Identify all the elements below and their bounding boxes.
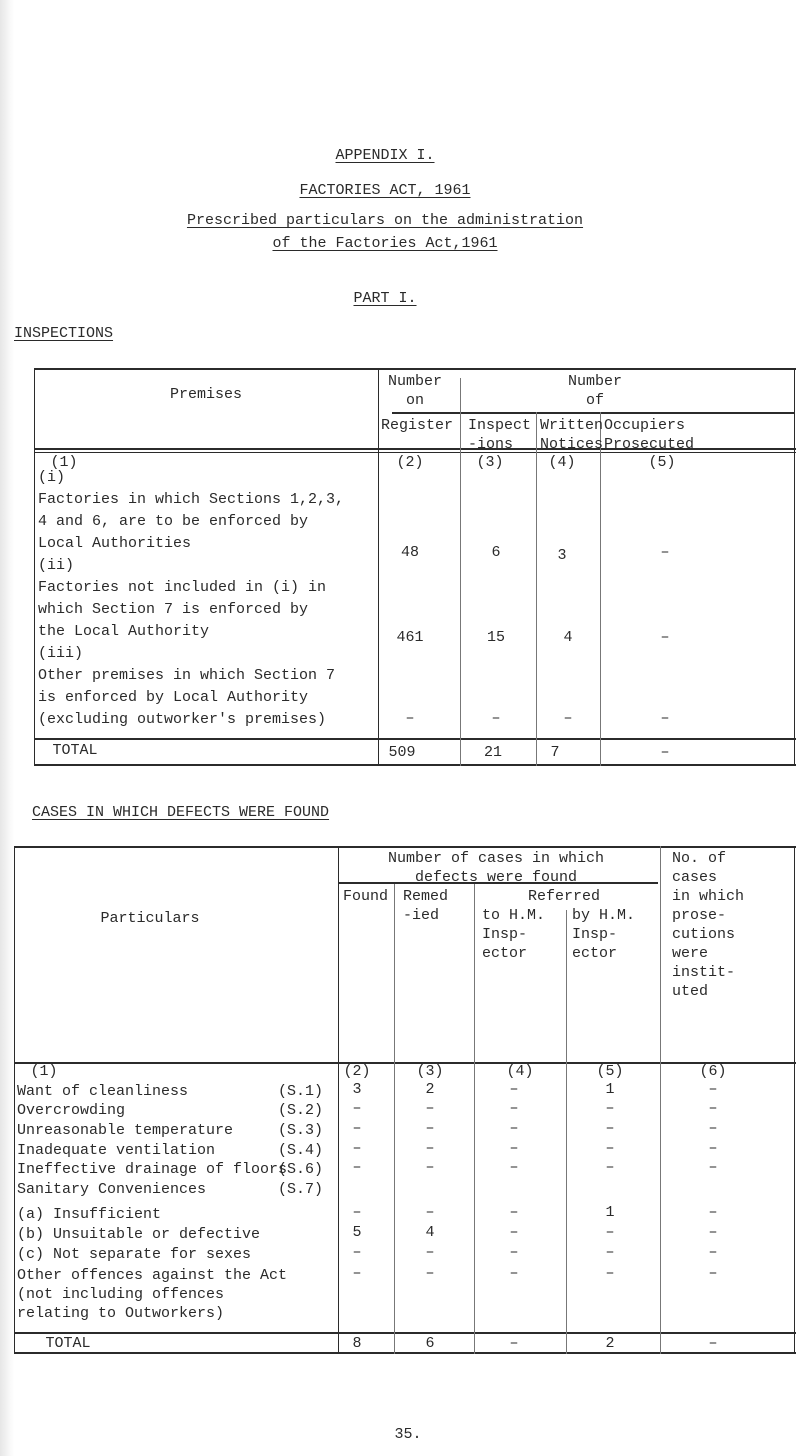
inspections-value: 15 [486, 629, 506, 646]
defect-prosecutions-value: – [708, 1224, 718, 1241]
defect-prosecutions-value: – [708, 1081, 718, 1098]
defect-by-hm-value: 1 [605, 1204, 615, 1221]
rule [14, 846, 796, 848]
col-number: (5) [596, 1063, 624, 1080]
total-remedied: 6 [425, 1335, 435, 1352]
col-number: (5) [648, 454, 676, 471]
col-number: (1) [30, 1063, 58, 1080]
rule [474, 884, 475, 1354]
premises-row-label: (ii) Factories not included in (i) in which Section 7 is enforced by the Local Authority [38, 557, 327, 640]
defect-row-section: (S.1) [278, 1083, 324, 1100]
defect-found-value: – [352, 1204, 362, 1221]
defect-remedied-value: – [425, 1265, 435, 1282]
defect-remedied-value: – [425, 1204, 435, 1221]
defect-remedied-value: – [425, 1120, 435, 1137]
defect-found-value: – [352, 1120, 362, 1137]
col-number: (2) [396, 454, 424, 471]
defect-by-hm-value: – [605, 1140, 615, 1157]
notices-value: 4 [563, 629, 573, 646]
defect-row-label: (c) Not separate for sexes [17, 1246, 252, 1263]
total-prosecuted: – [660, 744, 670, 761]
referred-header: Referred [527, 888, 601, 905]
prosecuted-value: – [660, 710, 670, 727]
number-on-header: Number on [387, 373, 443, 409]
rule [600, 412, 601, 766]
defect-remedied-value: 4 [425, 1224, 435, 1241]
defect-row-section: (S.3) [278, 1122, 324, 1139]
col-number: (4) [548, 454, 576, 471]
defect-row-label: Sanitary Conveniences [17, 1181, 207, 1198]
register-value: 48 [400, 544, 420, 561]
total-inspections: 21 [483, 744, 503, 761]
defect-remedied-value: – [425, 1159, 435, 1176]
col-number: (3) [476, 454, 504, 471]
rule [14, 846, 15, 1354]
occupiers-prosecuted-header: Occupiers Prosecuted [604, 417, 695, 453]
rule [460, 378, 461, 766]
defect-by-hm-value: – [605, 1120, 615, 1137]
notices-value: – [563, 710, 573, 727]
defect-by-hm-value: – [605, 1159, 615, 1176]
defect-to-hm-value: – [509, 1244, 519, 1261]
defect-row-label: Other offences against the Act (not including offences relating to Outworkers) [17, 1267, 288, 1322]
by-hm-header: by H.M. Insp- ector [572, 907, 636, 962]
notices-value: 3 [557, 547, 567, 564]
rule [338, 846, 339, 1354]
rule [34, 764, 796, 766]
defect-by-hm-value: – [605, 1265, 615, 1282]
col-number: (4) [506, 1063, 534, 1080]
defect-by-hm-value: – [605, 1244, 615, 1261]
rule [392, 412, 794, 414]
number-of-header: Number of [567, 373, 623, 409]
total-prosecutions: – [708, 1335, 718, 1352]
total-notices: 7 [550, 744, 560, 761]
premises-row-label: (i) Factories in which Sections 1,2,3, 4 and 6, are to be enforced by Local Authorities [38, 469, 345, 552]
prosecuted-value: – [660, 544, 670, 561]
subtitle-line-1: Prescribed particulars on the administration [186, 212, 584, 229]
defect-by-hm-value: 1 [605, 1081, 615, 1098]
inspections-heading: INSPECTIONS [14, 325, 114, 342]
rule [14, 1352, 796, 1354]
defect-row-label: (a) Insufficient [17, 1206, 162, 1223]
defect-to-hm-value: – [509, 1265, 519, 1282]
defect-prosecutions-value: – [708, 1204, 718, 1221]
defect-prosecutions-value: – [708, 1120, 718, 1137]
defect-row-section: (S.2) [278, 1102, 324, 1119]
defect-remedied-value: – [425, 1100, 435, 1117]
defect-remedied-value: 2 [425, 1081, 435, 1098]
defect-to-hm-value: – [509, 1204, 519, 1221]
prosecuted-value: – [660, 629, 670, 646]
defect-remedied-value: – [425, 1244, 435, 1261]
defect-row-label: (b) Unsuitable or defective [17, 1226, 261, 1243]
defect-row-label: Overcrowding [17, 1102, 126, 1119]
defect-to-hm-value: – [509, 1159, 519, 1176]
defect-found-value: – [352, 1100, 362, 1117]
inspections-value: – [491, 710, 501, 727]
total-register: 509 [388, 744, 416, 761]
defect-to-hm-value: – [509, 1140, 519, 1157]
page-number: 35. [394, 1426, 422, 1443]
defect-to-hm-value: – [509, 1100, 519, 1117]
defect-prosecutions-value: – [708, 1140, 718, 1157]
defect-row-section: (S.7) [278, 1181, 324, 1198]
defect-row-label: Ineffective drainage of floors [17, 1161, 288, 1178]
defect-prosecutions-value: – [708, 1244, 718, 1261]
premises-header: Premises [169, 386, 243, 403]
rule [14, 1332, 796, 1334]
prosecutions-header: No. of cases in which prose- cutions were instit- uted [672, 850, 745, 1000]
rule [536, 412, 537, 766]
total-to-hm: – [509, 1335, 519, 1352]
particulars-header: Particulars [100, 910, 200, 927]
register-header: Register [380, 417, 454, 434]
defect-row-label: Unreasonable temperature [17, 1122, 234, 1139]
part-title: PART I. [353, 290, 417, 307]
defects-heading: CASES IN WHICH DEFECTS WERE FOUND [32, 804, 330, 821]
rule [34, 368, 796, 370]
rule [794, 368, 795, 766]
defect-to-hm-value: – [509, 1120, 519, 1137]
defect-row-section: (S.4) [278, 1142, 324, 1159]
total-label: TOTAL [52, 742, 98, 759]
defect-prosecutions-value: – [708, 1159, 718, 1176]
defect-to-hm-value: – [509, 1224, 519, 1241]
total-found: 8 [352, 1335, 362, 1352]
defect-found-value: – [352, 1244, 362, 1261]
scan-shadow [0, 0, 14, 1456]
inspections-value: 6 [491, 544, 501, 561]
register-value: – [405, 710, 415, 727]
defect-row-section: (S.6) [278, 1161, 324, 1178]
col-number: (6) [699, 1063, 727, 1080]
act-title: FACTORIES ACT, 1961 [299, 182, 471, 199]
defect-found-value: 3 [352, 1081, 362, 1098]
defect-remedied-value: – [425, 1140, 435, 1157]
rule [378, 368, 379, 766]
register-value: 461 [396, 629, 424, 646]
written-notices-header: Written Notices [540, 417, 604, 453]
subtitle-line-2: of the Factories Act,1961 [272, 235, 498, 252]
rule [14, 1062, 796, 1064]
defect-found-value: – [352, 1265, 362, 1282]
defect-row-label: Want of cleanliness [17, 1083, 189, 1100]
to-hm-header: to H.M. Insp- ector [482, 907, 546, 962]
rule [794, 846, 795, 1354]
rule [34, 368, 35, 766]
rule [660, 846, 661, 1354]
appendix-title: APPENDIX I. [335, 147, 435, 164]
col-number: (3) [416, 1063, 444, 1080]
found-header: Found [343, 888, 389, 905]
defect-prosecutions-value: – [708, 1265, 718, 1282]
rule [394, 884, 395, 1354]
defect-to-hm-value: – [509, 1081, 519, 1098]
defect-by-hm-value: – [605, 1100, 615, 1117]
defect-found-value: – [352, 1159, 362, 1176]
defect-by-hm-value: – [605, 1224, 615, 1241]
col-number: (2) [343, 1063, 371, 1080]
defect-found-value: 5 [352, 1224, 362, 1241]
inspections-header: Inspect -ions [468, 417, 532, 453]
total-label: TOTAL [45, 1335, 91, 1352]
defect-row-label: Inadequate ventilation [17, 1142, 216, 1159]
remedied-header: Remed -ied [403, 888, 449, 924]
rule [34, 738, 796, 740]
premises-row-label: (iii) Other premises in which Section 7 is enforced by Local Authority (excluding outworker's premises) [38, 645, 336, 728]
rule [566, 910, 567, 1354]
defect-prosecutions-value: – [708, 1100, 718, 1117]
number-of-cases-header: Number of cases in which defects were found [387, 850, 605, 886]
total-by-hm: 2 [605, 1335, 615, 1352]
defect-found-value: – [352, 1140, 362, 1157]
col-number: (1) [50, 454, 78, 471]
